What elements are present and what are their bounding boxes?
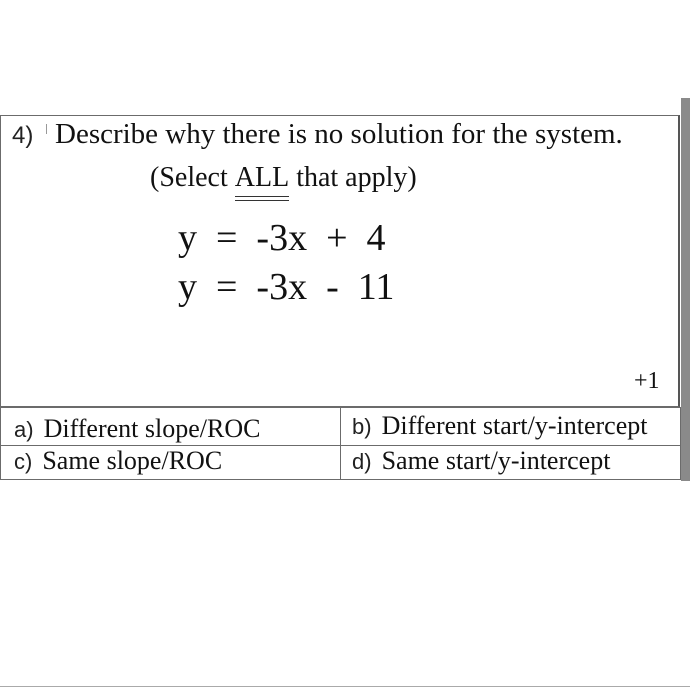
table-column-divider <box>340 408 341 479</box>
instruction-suffix: that apply) <box>289 162 417 193</box>
choice-text: Same slope/ROC <box>42 446 223 475</box>
choice-letter: a) <box>14 417 34 442</box>
choice-letter: b) <box>352 414 372 439</box>
equation-2: y = -3x - 11 <box>178 266 395 308</box>
question-box <box>0 115 680 407</box>
choice-text: Different slope/ROC <box>43 414 261 443</box>
bottom-divider <box>0 686 690 687</box>
choice-b[interactable] <box>352 411 647 441</box>
page-edge-shadow <box>681 98 690 481</box>
choice-text: Same start/y-intercept <box>381 446 611 475</box>
question-instruction <box>150 162 417 194</box>
points-value: +1 <box>634 368 660 394</box>
choice-a[interactable] <box>14 414 260 444</box>
choice-d[interactable] <box>352 446 610 476</box>
question-number: 4) <box>12 122 34 149</box>
instruction-prefix: (Select <box>150 162 235 193</box>
instruction-emphasis: ALL <box>234 162 290 193</box>
equation-1: y = -3x + 4 <box>178 217 386 259</box>
question-prompt: Describe why there is no solution for the system. <box>55 118 623 150</box>
choice-c[interactable] <box>14 446 222 476</box>
choice-letter: d) <box>352 449 372 474</box>
choice-text: Different start/y-intercept <box>381 411 648 440</box>
choice-letter: c) <box>14 449 33 474</box>
stray-mark <box>46 124 47 134</box>
